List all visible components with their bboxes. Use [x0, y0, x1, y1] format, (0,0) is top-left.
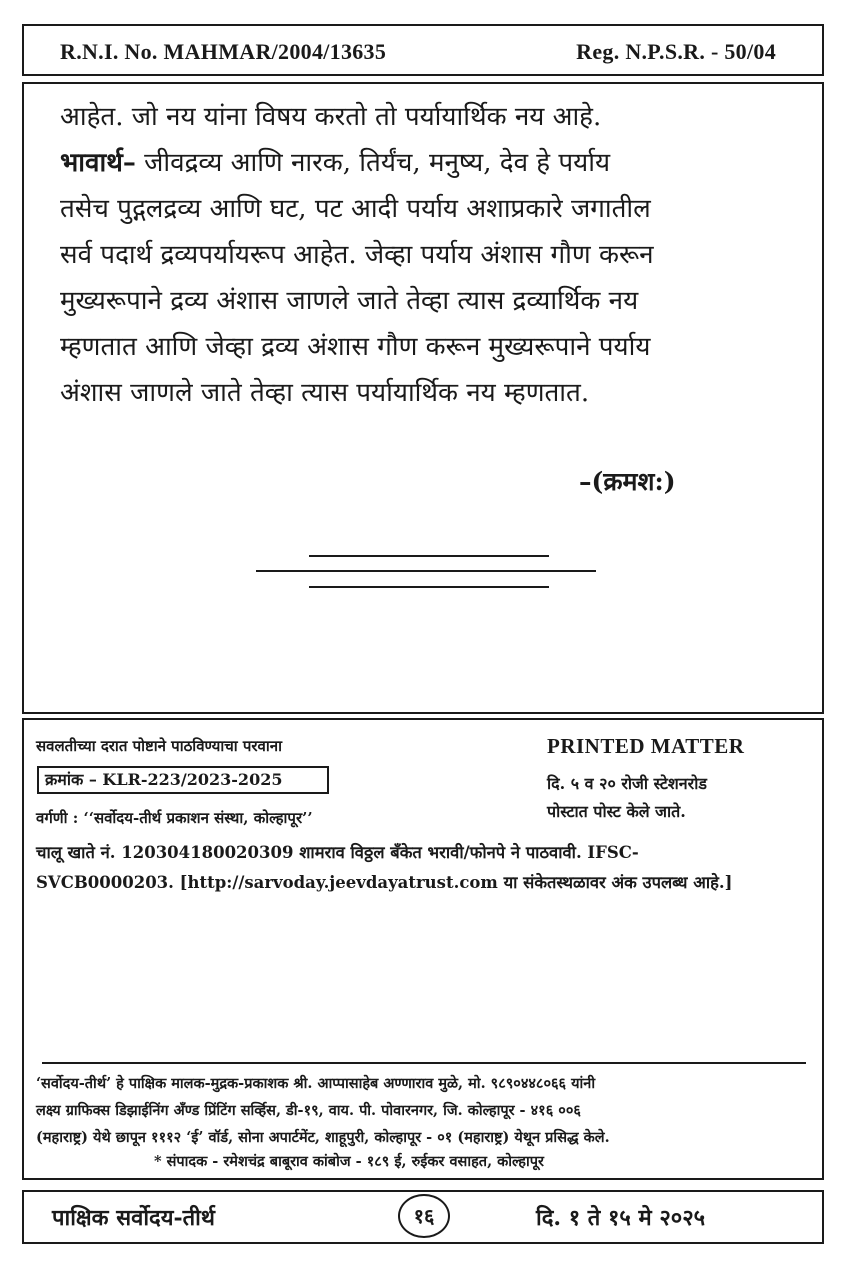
subscription-line: वर्गणी : ‘‘सर्वोदय-तीर्थ प्रकाशन संस्था, कोल्हापूर’’: [36, 809, 313, 827]
article-line: आहेत. जो नय यांना विषय करतो तो पर्यायार्थिक नय आहे.: [60, 102, 602, 132]
imprint-rule: [42, 1062, 806, 1064]
editor-line: * संपादक - रमेशचंद्र बाबूराव कांबोज - १८९ ई, रुईकर वसाहत, कोल्हापूर: [154, 1153, 544, 1170]
article-line: [60, 140, 805, 186]
imprint-line: लक्ष्य ग्राफिक्स डिझाईनिंग अँण्ड प्रिंटिंग सर्व्हिस, डी-१९, वाय. पी. पोवारनगर, जि. कोल्हापूर - ४१६ ००६: [36, 1102, 581, 1119]
account-line: SVCB0000203. [http://sarvoday.jeevdayatrust.com या संकेतस्थळावर अंक उपलब्ध आहे.]: [36, 873, 733, 892]
article-line-text: जीवद्रव्य आणि नारक, तिर्यंच, मनुष्य, देव हे पर्याय: [135, 148, 611, 178]
bhavarth-label: भावार्थ–: [60, 148, 136, 178]
account-line: चालू खाते नं. 120304180020309 शामराव विठ्ठल बँकेत भरावी/फोनपे ने पाठवावी. IFSC-: [36, 843, 639, 862]
end-rule: [309, 555, 549, 557]
registration-number: Reg. N.P.S.R. - 50/04: [576, 39, 776, 64]
article-line: तसेच पुद्गलद्रव्य आणि घट, पट आदी पर्याय अशाप्रकारे जगातील: [60, 194, 651, 224]
page-number: १६: [398, 1194, 450, 1238]
printed-matter-label: PRINTED MATTER: [547, 734, 745, 758]
article-box: [22, 82, 824, 714]
article-line: सर्व पदार्थ द्रव्यपर्यायरूप आहेत. जेव्हा पर्याय अंशास गौण करून: [60, 240, 654, 270]
imprint-line: ‘सर्वोदय-तीर्थ’ हे पाक्षिक मालक-मुद्रक-प्रकाशक श्री. आप्पासाहेब अण्णाराव मुळे, मो. ९८९०४४८०६६ यांनी: [36, 1075, 596, 1092]
footer-box: [22, 1190, 824, 1244]
article-line: अंशास जाणले जाते तेव्हा त्यास पर्यायार्थिक नय म्हणतात.: [60, 378, 590, 408]
end-rule: [309, 586, 549, 588]
to-be-continued: –(क्रमश:): [579, 467, 676, 496]
posting-note: पोस्टात पोस्ट केले जाते.: [547, 802, 686, 821]
permit-number: क्रमांक – KLR-223/2023-2025: [37, 766, 329, 794]
end-rule: [256, 570, 596, 572]
publication-name: पाक्षिक सर्वोदय-तीर्थ: [52, 1205, 215, 1231]
imprint-line: (महाराष्ट्र) येथे छापून १११२ ‘ई’ वॉर्ड, सोना अपार्टमेंट, शाहूपुरी, कोल्हापूर - ०१ (महाराष्ट्र) येथून प्रसिद्ध केले.: [36, 1129, 610, 1146]
posting-note: दि. ५ व २० रोजी स्टेशनरोड: [547, 774, 707, 793]
issue-date: दि. १ ते १५ मे २०२५: [536, 1205, 706, 1231]
article-line: म्हणतात आणि जेव्हा द्रव्य अंशास गौण करून मुख्यरूपाने पर्याय: [60, 332, 651, 362]
rni-number: R.N.I. No. MAHMAR/2004/13635: [60, 39, 387, 64]
postal-permit: सवलतीच्या दरात पोष्टाने पाठविण्याचा परवाना: [36, 737, 282, 755]
header-box: [22, 24, 824, 76]
article-line: मुख्यरूपाने द्रव्य अंशास जाणले जाते तेव्हा त्यास द्रव्यार्थिक नय: [60, 286, 639, 316]
postal-box: [22, 718, 824, 1180]
